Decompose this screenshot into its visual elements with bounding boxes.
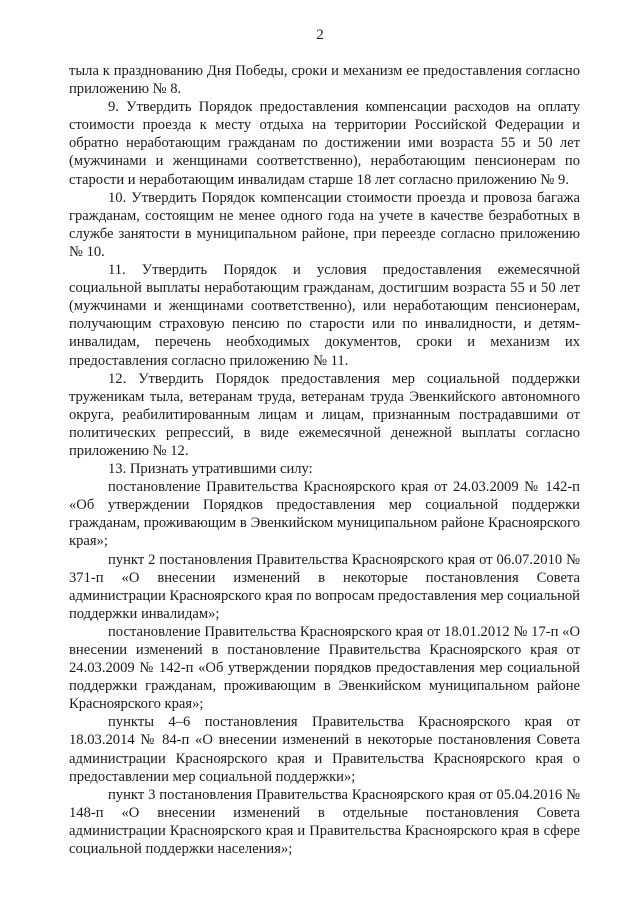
repealed-act-4: пункты 4–6 постановления Правительства Красноярского края от 18.03.2014 № 84-п «О внесении изменений в некоторые постановления Совета администрации Красноярского края и Правительства Красноярского края о предоставлении мер социальной поддержки»;: [69, 714, 580, 785]
paragraph-item-9: 9. Утвердить Порядок предоставления компенсации расходов на оплату стоимости проезда к месту отдыха на территории Российской Федерации и обратно неработающим гражданам по достижении ими возраста 55 и 50 лет (мужчинами и женщинами соответственно), неработающим пенсионерам по старости и неработающим инвалидам старше 18 лет согласно приложению № 9.: [69, 99, 580, 188]
repealed-act-2: пункт 2 постановления Правительства Красноярского края от 06.07.2010 № 371-п «О внесении изменений в некоторые постановления Совета администрации Красноярского края по вопросам предоставления мер социальной поддержки инвалидам»;: [69, 551, 580, 622]
paragraph-item-10: 10. Утвердить Порядок компенсации стоимости проезда и провоза багажа гражданам, состоящим не менее одного года на учете в качестве безработных в службе занятости в муниципальном районе, при переезде согласно приложению № 10.: [69, 189, 580, 260]
paragraph-item-12: 12. Утвердить Порядок предоставления мер социальной поддержки труженикам тыла, ветеранам труда, ветеранам труда Эвенкийского автономного округа, реабилитированным лицам и лицам, признанным пострадавшими от политических репрессий, в виде ежемесячной денежной выплаты согласно приложению № 12.: [69, 370, 580, 459]
paragraph-continuation: тыла к празднованию Дня Победы, сроки и механизм ее предоставления согласно приложению № 8.: [69, 63, 580, 98]
paragraph-item-11: 11. Утвердить Порядок и условия предоставления ежемесячной социальной выплаты неработающим гражданам, достигшим возраста 55 и 50 лет (мужчинами и женщинами соответственно), или неработающим пенсионерам, получающим страховую пенсию по старости или по инвалидности, и детям-инвалидам, перечень необходимых документов, сроки и механизм их предоставления согласно приложению № 11.: [69, 262, 580, 369]
repealed-act-1: постановление Правительства Красноярского края от 24.03.2009 № 142-п «Об утверждении Порядков предоставления мер социальной поддержки гражданам, проживающим в Эвенкийском муниципальном районе Красноярского края»;: [69, 479, 580, 550]
repealed-act-3: постановление Правительства Красноярского края от 18.01.2012 № 17-п «О внесении изменений в постановление Правительства Красноярского края от 24.03.2009 № 142-п «Об утверждении порядков предоставления мер социальной поддержки гражданам, проживающим в Эвенкийском муниципальном районе Красноярского края»;: [69, 623, 580, 713]
repealed-act-5: пункт 3 постановления Правительства Красноярского края от 05.04.2016 № 148-п «О внесении изменений в отдельные постановления Совета администрации Красноярского края и Правительства Красноярского края в сфере социальной поддержки населения»;: [69, 786, 580, 858]
document-body: [69, 62, 580, 858]
page-number: 2: [316, 27, 324, 43]
paragraph-item-13: 13. Признать утратившими силу:: [108, 461, 313, 478]
